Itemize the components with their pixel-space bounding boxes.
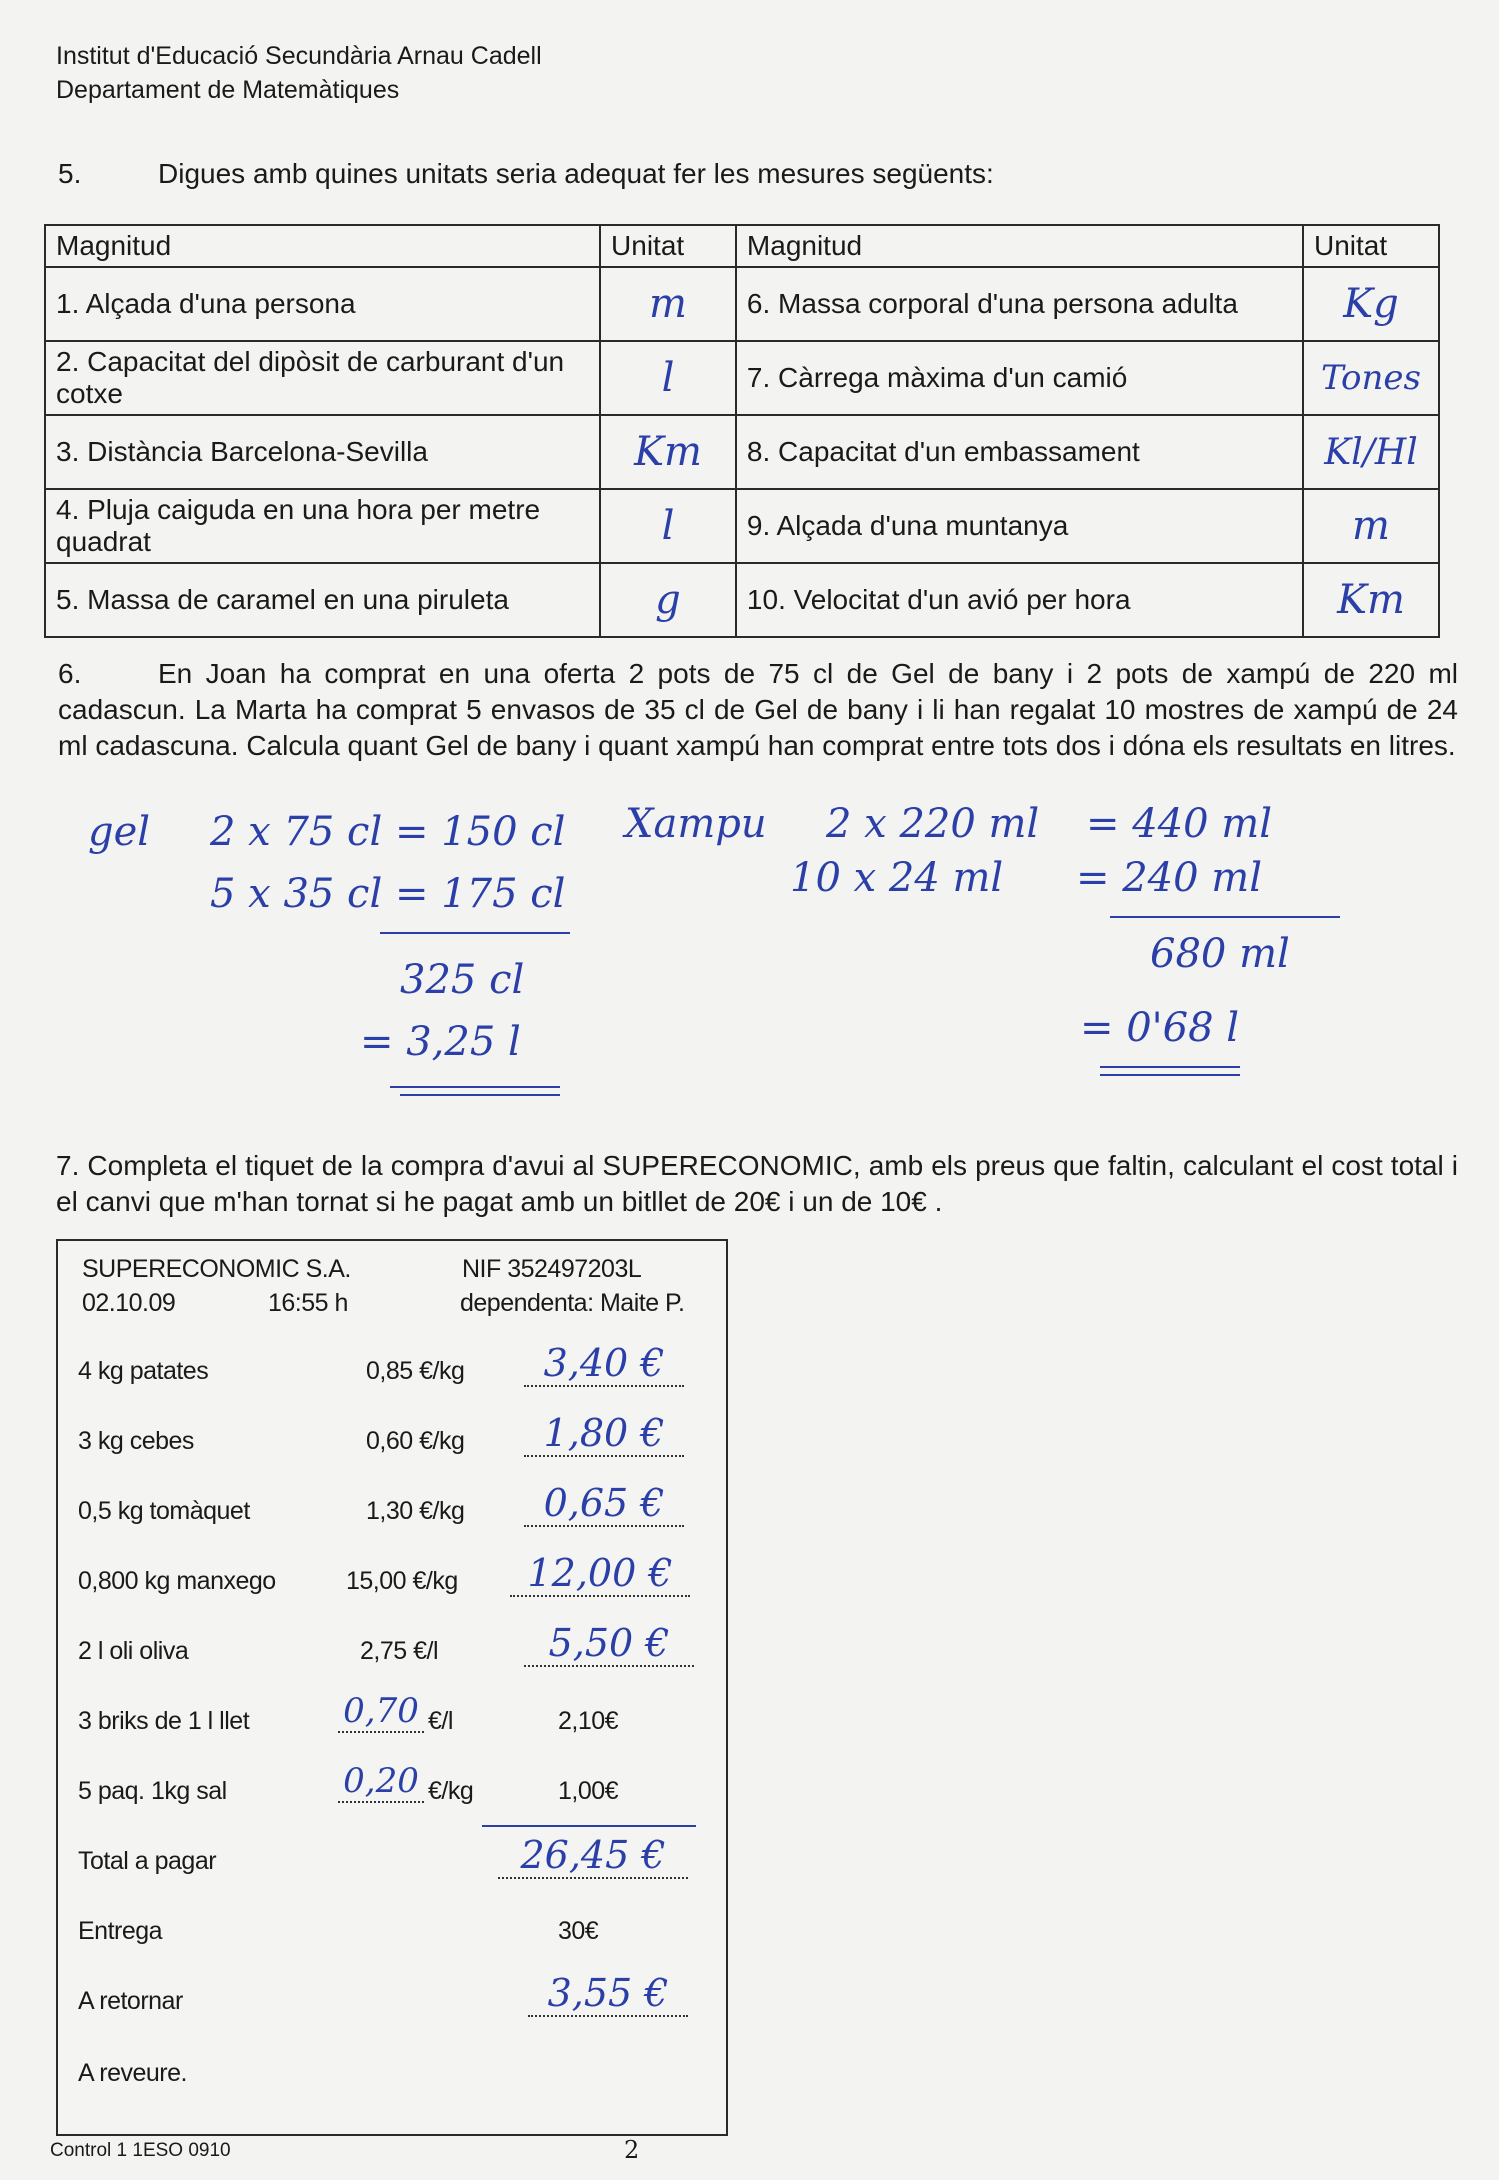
gel-result-underline — [400, 1094, 560, 1096]
units-table-header — [45, 225, 1439, 267]
magnitud-cell: 7. Càrrega màxima d'un camió — [736, 341, 1303, 415]
item-total: 1,00€ — [558, 1777, 619, 1805]
gel-sum: 325 cl — [400, 957, 525, 1003]
xampu-line-2: 10 x 24 ml — [790, 855, 1004, 901]
change-answer: 3,55 € — [528, 1971, 688, 2017]
unit-answer: l — [600, 341, 736, 415]
magnitud-cell: 6. Massa corporal d'una persona adulta — [736, 267, 1303, 341]
xampu-result: = 0'68 l — [1080, 1005, 1240, 1051]
item-price-unit: €/kg — [428, 1777, 474, 1805]
magnitud-cell: 2. Capacitat del dipòsit de carburant d'un cotxe — [45, 341, 600, 415]
q6-text: En Joan ha comprat en una oferta 2 pots de 75 cl de Gel de bany i 2 pots de xampú de 220 ml cadascun. La Marta ha comprat 5 envasos de 35 cl de Gel de bany i li han regalat 10 mostres de xampú de 24 ml cadascuna. Calcula quant Gel de bany i quant xampú han comprat entre tots dos i dóna els resultats en litres. — [58, 658, 1458, 761]
item-desc: 0,800 kg manxego — [78, 1567, 276, 1595]
xampu-line-1: 2 x 220 ml — [826, 801, 1040, 847]
item-desc: 3 briks de 1 l llet — [78, 1707, 250, 1735]
item-price-answer: 0,20 — [338, 1761, 424, 1803]
store-nif: NIF 352497203L — [462, 1255, 642, 1283]
gel-line-2: 5 x 35 cl = 175 cl — [210, 871, 566, 917]
unit-answer: m — [600, 267, 736, 341]
store-name: SUPERECONOMIC S.A. — [82, 1255, 351, 1283]
item-total-answer: 3,40 € — [524, 1341, 684, 1387]
gel-label: gel — [88, 809, 151, 855]
xampu-line-1-result: = 440 ml — [1086, 801, 1273, 847]
department-name: Departament de Matemàtiques — [56, 76, 400, 104]
unit-answer: l — [600, 489, 736, 563]
change-label: A retornar — [78, 1987, 183, 2015]
item-desc: 0,5 kg tomàquet — [78, 1497, 250, 1525]
magnitud-cell: 9. Alçada d'una muntanya — [736, 489, 1303, 563]
unit-answer: Km — [1303, 563, 1439, 637]
magnitud-cell: 5. Massa de caramel en una piruleta — [45, 563, 600, 637]
unit-answer: m — [1303, 489, 1439, 563]
q7-text: 7. Completa el tiquet de la compra d'avui al SUPERECONOMIC, amb els preus que faltin, calculant el cost total i el canvi que m'han tornat si he pagat amb un bitllet de 20€ i un de 10€ . — [56, 1150, 1458, 1217]
table-row — [45, 267, 1439, 341]
magnitud-cell: 10. Velocitat d'un avió per hora — [736, 563, 1303, 637]
xampu-line-2-result: = 240 ml — [1076, 855, 1263, 901]
unit-answer: g — [600, 563, 736, 637]
xampu-result-underline — [1100, 1066, 1240, 1068]
q5-prompt: Digues amb quines unitats seria adequat fer les mesures següents: — [158, 158, 994, 189]
receipt — [56, 1239, 728, 2136]
xampu-result-underline — [1100, 1074, 1240, 1076]
page-number: 2 — [624, 2136, 640, 2164]
table-row — [45, 341, 1439, 415]
units-table — [44, 224, 1440, 638]
receipt-date: 02.10.09 — [82, 1289, 176, 1317]
unit-answer: Kg — [1303, 267, 1439, 341]
table-row — [45, 489, 1439, 563]
receipt-clerk: dependenta: Maite P. — [460, 1289, 685, 1317]
total-label: Total a pagar — [78, 1847, 217, 1875]
gel-result-underline — [390, 1086, 560, 1088]
q5-number: 5. — [58, 158, 82, 189]
item-total-answer: 12,00 € — [510, 1551, 690, 1597]
unit-answer: Km — [600, 415, 736, 489]
magnitud-cell: 4. Pluja caiguda en una hora per metre quadrat — [45, 489, 600, 563]
table-row — [45, 563, 1439, 637]
item-desc: 3 kg cebes — [78, 1427, 194, 1455]
goodbye-text: A reveure. — [78, 2059, 187, 2087]
xampu-sum-line — [1110, 916, 1340, 918]
item-total: 2,10€ — [558, 1707, 619, 1735]
school-name: Institut d'Educació Secundària Arnau Cadell — [56, 42, 542, 70]
gel-sum-line — [380, 932, 570, 934]
paid-value: 30€ — [558, 1917, 599, 1945]
magnitud-cell: 8. Capacitat d'un embassament — [736, 415, 1303, 489]
item-total-answer: 1,80 € — [524, 1411, 684, 1457]
item-price: 0,85 €/kg — [366, 1357, 465, 1385]
item-price: 2,75 €/l — [360, 1637, 439, 1665]
q6-number: 6. — [58, 658, 82, 689]
item-desc: 2 l oli oliva — [78, 1637, 189, 1665]
col-unitat: Unitat — [600, 225, 736, 267]
col-magnitud: Magnitud — [45, 225, 600, 267]
unit-answer: Tones — [1303, 341, 1439, 415]
total-answer: 26,45 € — [498, 1833, 688, 1879]
magnitud-cell: 3. Distància Barcelona-Sevilla — [45, 415, 600, 489]
receipt-time: 16:55 h — [268, 1289, 348, 1317]
footer-code: Control 1 1ESO 0910 — [50, 2140, 231, 2161]
item-price-answer: 0,70 — [338, 1691, 424, 1733]
item-price: 1,30 €/kg — [366, 1497, 465, 1525]
item-price: 0,60 €/kg — [366, 1427, 465, 1455]
gel-result: = 3,25 l — [360, 1019, 521, 1065]
col-unitat: Unitat — [1303, 225, 1439, 267]
xampu-sum: 680 ml — [1150, 931, 1290, 977]
paid-label: Entrega — [78, 1917, 163, 1945]
item-price-unit: €/l — [428, 1707, 453, 1735]
item-price: 15,00 €/kg — [346, 1567, 458, 1595]
item-desc: 5 paq. 1kg sal — [78, 1777, 227, 1805]
item-total-answer: 0,65 € — [524, 1481, 684, 1527]
gel-line-1: 2 x 75 cl = 150 cl — [210, 809, 566, 855]
xampu-label: Xampu — [625, 801, 767, 847]
unit-answer: Kl/Hl — [1303, 415, 1439, 489]
item-desc: 4 kg patates — [78, 1357, 209, 1385]
total-line — [482, 1825, 696, 1827]
col-magnitud: Magnitud — [736, 225, 1303, 267]
table-row — [45, 415, 1439, 489]
magnitud-cell: 1. Alçada d'una persona — [45, 267, 600, 341]
item-total-answer: 5,50 € — [524, 1621, 694, 1667]
